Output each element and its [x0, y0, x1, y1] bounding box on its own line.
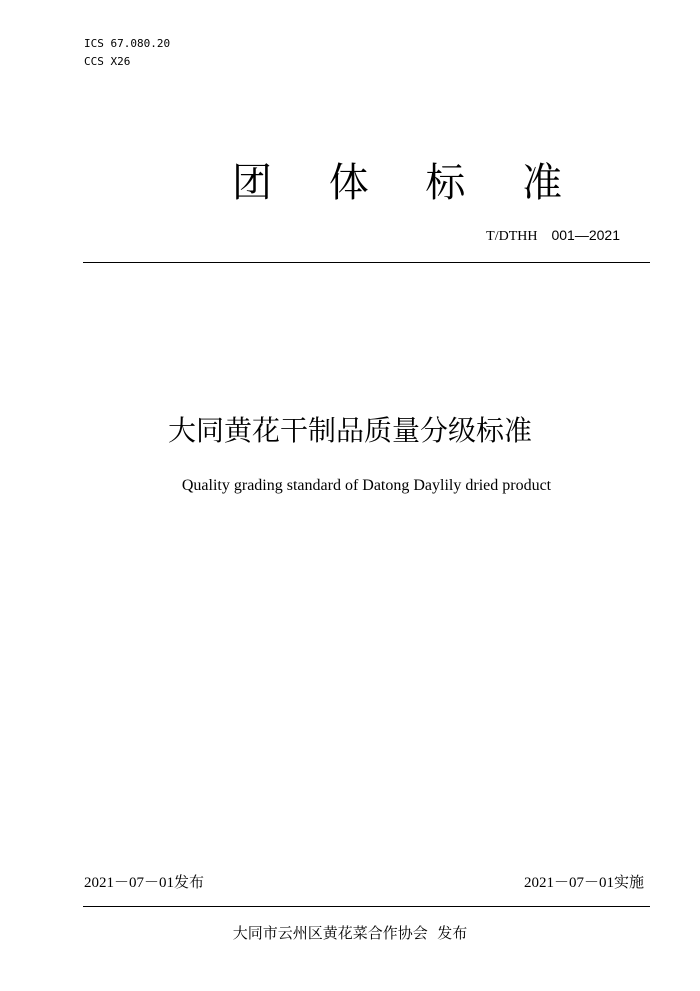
publisher: 大同市云州区黄花菜合作协会 发布 [232, 924, 468, 942]
ics-code: ICS 67.080.20 [84, 37, 171, 50]
implementation-date-label: 实施 [613, 873, 644, 891]
issue-date-label: 发布 [174, 873, 205, 891]
standard-code-prefix: T/DTHH [486, 229, 538, 244]
standard-code-number: 001—2021 [551, 227, 620, 243]
footer-divider [83, 906, 650, 907]
standard-code [486, 226, 620, 246]
issue-date [84, 872, 204, 893]
implementation-date-value: 2021－07－01 [523, 875, 614, 891]
implementation-date [524, 872, 644, 893]
header-divider [83, 262, 650, 263]
document-title-english: Quality grading standard of Datong Daylily dried product [181, 477, 552, 494]
issue-date-value: 2021－07－01 [84, 875, 175, 891]
document-title-chinese: 大同黄花干制品质量分级标准 [167, 414, 532, 447]
document-type-heading: 团 体 标 准 [232, 160, 585, 206]
ccs-code: CCS X26 [84, 55, 131, 68]
